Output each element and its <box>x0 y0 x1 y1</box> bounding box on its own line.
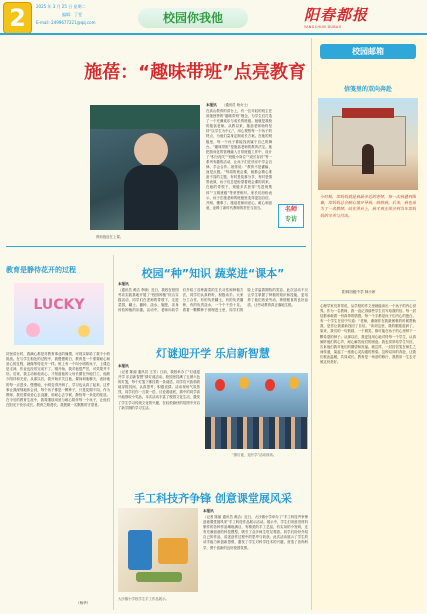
tech-photo-caption: 大沙镇小学校学生手工作品展示。 <box>118 597 169 601</box>
teacher-figure <box>134 133 168 167</box>
lead-byline: 本报讯 <box>206 103 217 107</box>
handmade-model <box>158 538 188 564</box>
page-number: 2 <box>9 4 26 32</box>
lantern-photo-caption: “猜灯谜，迎开学”活动现场。 <box>232 453 277 457</box>
paper-name: 阳春都报 <box>304 6 369 24</box>
lantern-photo <box>205 373 308 449</box>
lantern-headline: 灯谜迎开学 乐启新智慧 <box>156 347 270 360</box>
middle-byline: 本报讯 <box>118 282 129 286</box>
header <box>0 0 427 36</box>
lantern-icon <box>289 377 299 389</box>
editor-line: 编辑：丁雯 <box>62 12 82 17</box>
name-badge-line2: 专访 <box>284 216 297 223</box>
gate-sign <box>342 108 394 118</box>
section-title-banner <box>138 8 248 28</box>
middle-headline: 校园“种”知识 蔬菜进“课本” <box>141 267 285 280</box>
name-badge-line1: 名师 <box>284 206 297 213</box>
lantern-byline: 本报讯 <box>118 364 129 368</box>
name-badge <box>278 204 304 228</box>
left-photo <box>14 283 104 345</box>
tech-photo <box>118 508 198 592</box>
lead-body: 在高山教育的讲台上，有一位年轻的班主任用她独特的“趣味带班”理念，为学生们打造了一个充满欢乐与成长的班级。她就是我校的施蓓老师。从教以来，施蓓老师始终坚持“以学生为中心”，用心观察每一个孩子的特点，为他们量身定制成长方案。在她的班级里，每一个孩子都能找到属于自己的舞台。“趣味带班”是施蓓老师的教育法宝。她把游戏化的管理融入日常班级工作中，设计了“积分闯关”“班级小岗位”“成长存折”等一系列有趣的活动，让孩子们在快乐中学会自律、学会合作。她常说：“教育不是灌输，而是点燃。”每周的班会课，她都会精心准备不同的主题，有时是故事分享，有时是情景表演，孩子们总是盼望着班会课的到来。在她的带领下，班级多次获得“先进班集体”“文明班级”等荣誉称号。家长们纷纷表示，孩子在施老师的班级里变得更加自信、开朗、懂事了。施蓓老师用爱心、耐心和创意，诠释了新时代教师的责任与担当。 <box>206 109 272 210</box>
lead-reporter: （通讯员 杨女士） <box>222 103 251 107</box>
email-line: E-mail: 2499677221@qq.com <box>36 20 96 25</box>
right-column <box>311 38 424 610</box>
date-line: 2025 年 3 月 25 日 星期二 <box>36 4 86 9</box>
lantern-icon <box>265 379 275 391</box>
tech-body: （记者 陈丽 通讯员 黄洁）近日，大沙镇小学举办了“手工科技齐争锋 创意课堂展风采”手工科技作品展示活动。展示中，学生们用废旧材料制作的各种作品琳琅满目，有精美的手工艺品，有实用的小发明，还有充满创意的科技模型，吸引了众多师生驻足观看。同学们纷纷介绍自己的作品，讲述创作过程中的思考与收获。此次活动展示了学生的动手能力和创新思维，激发了学生对科学技术的兴趣，营造了崇尚科学、勇于创新的良好校园氛围。 <box>203 515 308 550</box>
lead-bottom-rule <box>6 246 306 247</box>
person-figure <box>362 144 374 174</box>
mailbox-photo <box>318 98 418 190</box>
lantern-icon <box>239 377 249 389</box>
mailbox-headline: 信笺里的双向奔赴 <box>343 86 392 93</box>
left-body: 初登讲台时，我满心都是对教育事业的憧憬，可现实却给了我不小的挑战。在与学生相处的过程中，我慢慢明白，教育是一个需要耐心和爱心的过程，就像等待花开一样。班上有一个叫小明的孩子，上课总是走神，作业也经常完成不了。刚开始，我对他很严厉，可效果并不好。后来，我主动和他谈心，才知道他的父母长期在外地打工，他缺少陪伴和关爱。从那以后，我开始多关注他，课间和他聊天，表扬他的每一点进步。慢慢地，小明变得开朗了，学习也认真了起来。这件事让我深刻地体会到，每个孩子都是一颗种子，只是花期不同。作为教师，我们要用爱心去浇灌，用耐心去守候，静待每一朵花的绽放。在今后的教育生涯中，我将继续用爱与耐心陪伴每一个孩子，让他们在阳光下快乐成长。教育之路漫长，我愿做一名默默的守望者。 <box>6 352 110 407</box>
lead-photo <box>90 105 200 230</box>
mailbox-divider <box>320 300 416 301</box>
paper-name-logo <box>304 4 422 28</box>
students-crowd <box>205 417 308 449</box>
handmade-model <box>128 530 152 570</box>
lantern-icon <box>215 379 225 391</box>
handmade-model <box>136 572 182 582</box>
mailbox-label-bar <box>320 44 416 59</box>
tech-headline: 手工科技齐争锋 创意课堂展风采 <box>134 492 292 505</box>
left-author: （杨华） <box>76 601 91 605</box>
page-number-tab <box>3 2 32 34</box>
header-rule <box>0 33 427 35</box>
teacher-body <box>124 165 178 230</box>
mailbox-body: 心理学家们常常说，从学校的作文里就能读出一个孩子的内心世界。作为一名教师，我一直记得那些学生们写给我的信。每一封信都承载着一份真挚的情感，每一个字都是孩子们内心的独白。有一个学生在信中写道：“老师，谢谢你在我最困难的时候帮助我，是你让我重新找回了自信。”读到这里，我的眼眶湿润了。原来，我们的一句鼓励、一个微笑，都可能在孩子的心里种下一颗希望的种子。从那以后，我更加用心地对待每一个学生，认真倾听他们的心声，耐心解答他们的困惑。我也常常给学生写信，告诉他们我对他们的期望和祝福。就这样，一封封信笺在师生之间传递，架起了一座座心灵沟通的桥梁。这种双向的奔赴，让我们彼此温暖，共同成长。教育是一场爱的修行，我愿用一生去守候这份美好。 <box>320 304 416 365</box>
middle-body: （通讯员 黄洁 李晓）近日，我校在校园劳动实践基地开展了“校园种植”综合实践活动，同学们在老师的带领下，走进菜园，翻土、播种、浇水、施肥，亲身体验种植的乐趣。活动中，老师向同学们介绍了各种蔬菜的生长习性和种植方法，同学们认真聆听，积极动手。大家分工合作，有的负责翻土，有的负责播种，有的负责浇水，一个个干劲十足。看着一颗颗种子被埋进土里，同学们的脸上洋溢着期待的笑容。此次活动不仅让学生掌握了种植的知识和技能，更培养了他们热爱劳动、珍惜粮食的良好品质，让劳动教育真正落地生根。 <box>118 288 308 313</box>
lantern-body: （记者 陈丽 通讯员 王芳）日前，我校举办了“灯谜迎开学 乐启新智慧”猜灯谜活动。校园里挂满了五颜六色的灯笼，每个灯笼下都挂着一条谜语，同学们兴致勃勃地穿梭其间，认真思考，积极竞猜。活动现场气氛热烈，同学们你一言我一语，讨论着谜底，猜中的同学高兴地领取小奖品。本次活动丰富了校园文化生活，激发了学生学习传统文化的兴趣，在轻松愉快的氛围中开启了新学期的学习生活。 <box>118 370 200 410</box>
lead-headline: 施蓓：“趣味带班”点亮教育 <box>84 62 306 83</box>
blackboard <box>90 105 200 129</box>
flower-icon <box>26 323 40 337</box>
left-headline: 教育是静待花开的过程 <box>6 266 76 274</box>
paper-sub: YANGCHUN DUBAO <box>304 25 342 29</box>
mailbox-label: 校园邮箱 <box>352 47 384 56</box>
left-column-divider <box>113 255 114 610</box>
mailbox-intro: 小时候，常妈妈就是我最亲近的老师，每一次我遇到困难，常妈妈总会耐心地开导我，鼓励我。后来，我也成为了一名教师，站在讲台上，我才真正体会到当年常妈妈的辛苦与付出。 <box>320 194 416 218</box>
lead-photo-caption: 教师施蓓在上课。 <box>96 235 124 239</box>
section-title: 校园你我他 <box>162 11 223 25</box>
mailbox-author: 阳林初级中学 林小妍 <box>342 290 376 294</box>
flower-icon <box>78 325 90 337</box>
tech-byline: 本报讯 <box>203 509 214 513</box>
left-photo-word: LUCKY <box>33 297 85 313</box>
